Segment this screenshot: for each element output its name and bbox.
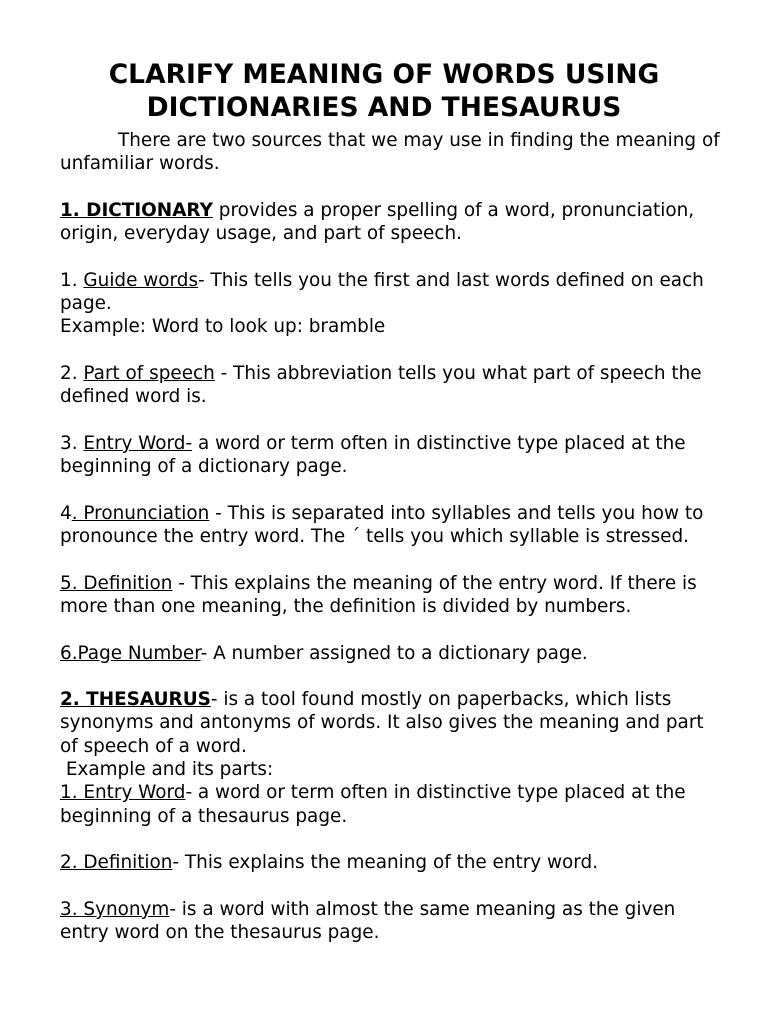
thesaurus-item-definition	[60, 851, 720, 874]
item-term: 6.Page Number	[60, 642, 201, 664]
item-text: - This tells you the first and last words defined on each page.	[60, 269, 704, 315]
page-title	[40, 58, 728, 124]
dictionary-example: Example: Word to look up: bramble	[60, 316, 386, 338]
thesaurus-example-label: Example and its parts:	[60, 759, 274, 781]
item-prefix: 4	[60, 502, 72, 524]
thesaurus-item-synonym	[60, 898, 720, 945]
item-prefix: 3.	[60, 432, 84, 454]
dictionary-item-guide-words	[60, 269, 720, 316]
dictionary-section	[60, 199, 720, 246]
thesaurus-item-entry-word	[60, 781, 720, 828]
item-term: 1. Entry Word	[60, 782, 186, 804]
intro-paragraph: There are two sources that we may use in finding the meaning of unfamiliar words.	[60, 130, 720, 175]
dictionary-item-pronunciation	[60, 502, 720, 549]
thesaurus-heading: 2. THESAURUS	[60, 689, 211, 711]
dictionary-item-part-of-speech	[60, 362, 720, 409]
item-text: - This explains the meaning of the entry word. If there is more than one meaning, the definition is divided by numbers.	[60, 572, 697, 617]
item-text: - A number assigned to a dictionary page.	[200, 642, 588, 664]
item-term: Part of speech	[83, 362, 215, 384]
item-term: 3. Synonym	[60, 898, 170, 920]
item-prefix: 2.	[60, 362, 84, 384]
item-text: - This is separated into syllables and tells you how to pronounce the entry word. The ´ tells you which syllable is stressed.	[60, 502, 704, 548]
item-text: a word or term often in distinctive type placed at the beginning of a dictionary page.	[60, 432, 686, 478]
item-text: - is a word with almost the same meaning as the given entry word on the thesaurus page.	[60, 898, 676, 944]
item-prefix: 1.	[60, 269, 84, 291]
title-line-2: DICTIONARIES AND THESAURUS	[146, 92, 622, 123]
item-term: 5. Definition	[60, 572, 173, 594]
thesaurus-description: - is a tool found mostly on paperbacks, which lists synonyms and antonyms of words. It also gives the meaning and part of speech of a word.	[60, 689, 704, 757]
dictionary-item-definition	[60, 572, 720, 619]
thesaurus-section	[60, 688, 720, 758]
document-body	[60, 129, 720, 944]
item-term: . Pronunciation	[71, 502, 210, 524]
item-term: Entry Word-	[83, 432, 193, 454]
dictionary-item-entry-word	[60, 432, 720, 479]
item-term: 2. Definition	[60, 852, 173, 874]
item-text: - a word or term often in distinctive type placed at the beginning of a thesaurus page.	[60, 782, 686, 827]
dictionary-description: provides a proper spelling of a word, pronunciation, origin, everyday usage, and part of speech.	[60, 199, 695, 245]
dictionary-item-page-number	[60, 642, 720, 665]
title-line-1: CLARIFY MEANING OF WORDS USING	[108, 59, 660, 90]
dictionary-heading: 1. DICTIONARY	[60, 199, 213, 221]
item-term: Guide words	[83, 269, 199, 291]
item-text: - This abbreviation tells you what part of speech the defined word is.	[60, 362, 702, 408]
item-text: - This explains the meaning of the entry word.	[172, 852, 599, 874]
